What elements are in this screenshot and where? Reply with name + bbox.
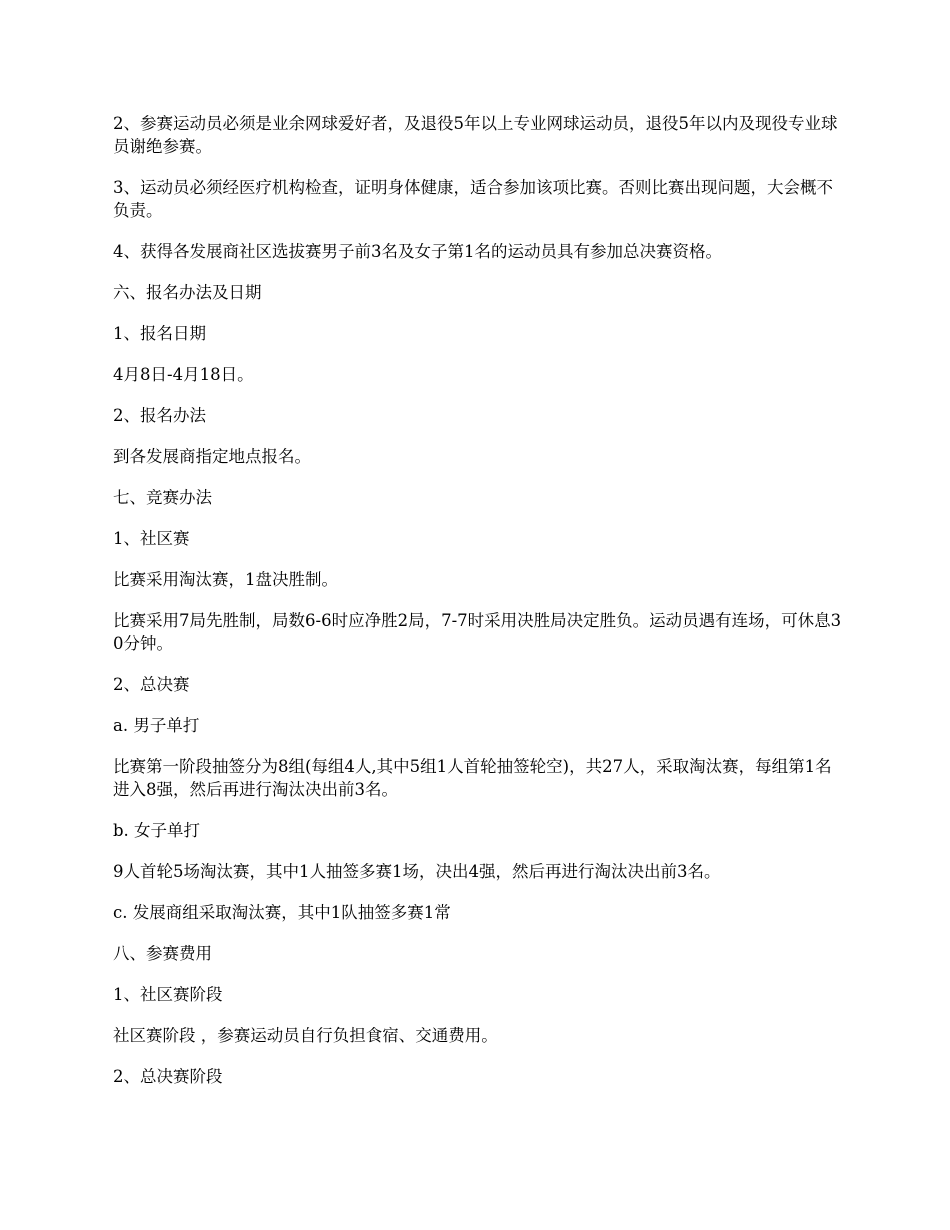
community-match-scoring: 比赛采用7局先胜制，局数6-6时应净胜2局，7-7时采用决胜局决定胜负。运动员遇有连场，可休息30分钟。	[113, 611, 842, 653]
womens-singles-format: 9人首轮5场淘汰赛，其中1人抽签多赛1场，决出4强，然后再进行淘汰决出前3名。	[113, 862, 721, 881]
mens-singles-format: 比赛第一阶段抽签分为8组(每组4人,其中5组1人首轮抽签轮空)，共27人，采取淘汰赛，每组第1名进入8强，然后再进行淘汰决出前3名。	[113, 757, 832, 799]
subheading-community-match: 1、社区赛	[113, 529, 190, 548]
subheading-womens-singles: b. 女子单打	[113, 821, 201, 840]
registration-method-text: 到各发展商指定地点报名。	[113, 447, 311, 466]
rule-paragraph-4: 4、获得各发展商社区选拔赛男子前3名及女子第1名的运动员具有参加总决赛资格。	[113, 242, 722, 261]
rule-paragraph-2: 2、参赛运动员必须是业余网球爱好者，及退役5年以上专业网球运动员，退役5年以内及现役专业球员谢绝参赛。	[113, 114, 838, 156]
section-heading-competition: 七、竞赛办法	[113, 488, 212, 507]
rule-paragraph-3: 3、运动员必须经医疗机构检查，证明身体健康，适合参加该项比赛。否则比赛出现问题，大会概不负责。	[113, 178, 833, 220]
subheading-registration-method: 2、报名办法	[113, 406, 206, 425]
community-stage-fees-text: 社区赛阶段 ，参赛运动员自行负担食宿、交通费用。	[113, 1026, 498, 1045]
subheading-community-stage: 1、社区赛阶段	[113, 985, 223, 1004]
developer-group-format: c. 发展商组采取淘汰赛，其中1队抽签多赛1常	[113, 903, 451, 922]
subheading-finals: 2、总决赛	[113, 675, 190, 694]
document-page	[113, 112, 848, 1106]
section-heading-fees: 八、参赛费用	[113, 944, 212, 963]
section-heading-registration: 六、报名办法及日期	[113, 283, 262, 302]
subheading-mens-singles: a. 男子单打	[113, 716, 200, 735]
registration-date-value: 4月8日-4月18日。	[113, 365, 254, 384]
subheading-registration-date: 1、报名日期	[113, 324, 206, 343]
community-match-format: 比赛采用淘汰赛，1盘决胜制。	[113, 570, 338, 589]
subheading-finals-stage: 2、总决赛阶段	[113, 1067, 223, 1086]
